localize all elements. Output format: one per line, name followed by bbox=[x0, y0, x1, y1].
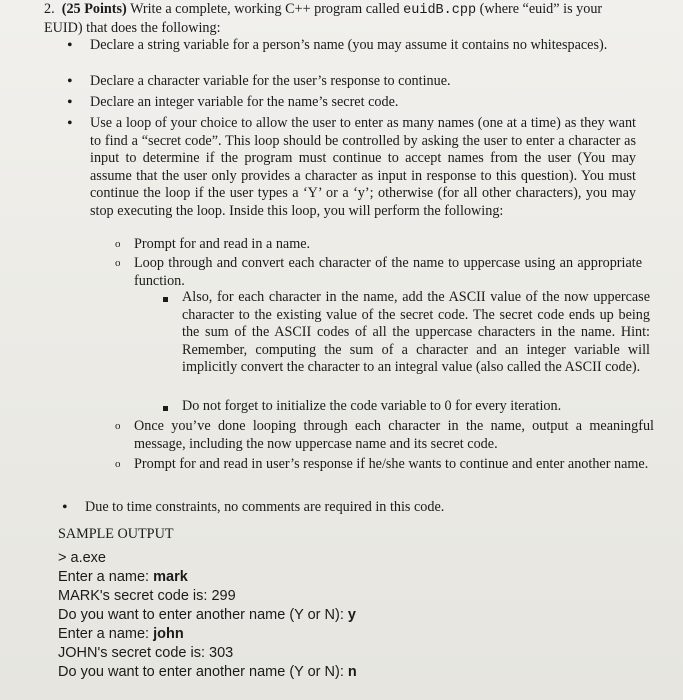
bullet-dot: • bbox=[67, 115, 73, 132]
sub-item: Loop through and convert each character of the name to uppercase using an appropriate function. bbox=[134, 255, 642, 289]
sample-output-line: Enter a name: john bbox=[58, 626, 184, 642]
sub-item-marker: o bbox=[115, 257, 121, 269]
question-header bbox=[44, 1, 644, 37]
question-number: 2. bbox=[44, 1, 55, 17]
sample-output-line: Enter a name: mark bbox=[58, 569, 188, 585]
bullet-dot: • bbox=[67, 37, 73, 54]
bullet-item: Declare a character variable for the user’s response to continue. bbox=[90, 73, 451, 89]
bullet-dot: • bbox=[67, 94, 73, 111]
sub-sub-item-marker bbox=[163, 406, 168, 411]
sub-item: Once you’ve done looping through each character in the name, output a meaningful message, including the now uppercase name and its secret code. bbox=[134, 418, 654, 452]
sub-sub-item-marker bbox=[163, 297, 168, 302]
sample-output-block bbox=[58, 549, 658, 682]
bullet-item: Declare an integer variable for the name’s secret code. bbox=[90, 94, 399, 110]
sub-item-marker: o bbox=[115, 420, 121, 432]
sub-item: Prompt for and read in user’s response if he/she wants to continue and enter another name. bbox=[134, 456, 649, 472]
sub-sub-item: Also, for each character in the name, add the ASCII value of the now uppercase character to the existing value of the secret code. The secret code ends up being the sum of the ASCII codes of all the uppercase characters in the name. Hint: Remember, computing the sum of a character and an integer variable will implicitly convert the character to an integral value (also called the ASCII code). bbox=[182, 289, 650, 376]
sample-output-line: JOHN's secret code is: 303 bbox=[58, 645, 234, 661]
bullet-dot: • bbox=[67, 73, 73, 90]
sub-item: Prompt for and read in a name. bbox=[134, 236, 311, 252]
program-filename: euidB.cpp bbox=[403, 3, 477, 18]
sample-output-line: Do you want to enter another name (Y or N): y bbox=[58, 607, 356, 623]
sub-item-marker: o bbox=[115, 458, 121, 470]
bullet-item: Use a loop of your choice to allow the user to enter as many names (one at a time) as they want to find a “secret code”. This loop should be controlled by asking the user to enter a character as input to determine if the program must continue to accept names from the user (You may assume that the user only provides a character as input in response to this question). You must continue the loop if the user types a ‘Y’ or a ‘y’; otherwise (for all other characters), you may stop executing the loop. Inside this loop, you will perform the following: bbox=[90, 115, 636, 219]
sample-output-line: > a.exe bbox=[58, 550, 106, 566]
sub-sub-item: Do not forget to initialize the code variable to 0 for every iteration. bbox=[182, 398, 562, 414]
question-intro: Write a complete, working C++ program called bbox=[130, 1, 400, 17]
question-intro-cont: (where “euid” is your EUID) that does the following: bbox=[44, 1, 603, 36]
question-points: (25 Points) bbox=[61, 1, 127, 17]
sample-output-heading: SAMPLE OUTPUT bbox=[58, 526, 174, 542]
bullet-dot: • bbox=[62, 499, 68, 516]
sample-output-line: MARK's secret code is: 299 bbox=[58, 588, 236, 604]
sub-item-marker: o bbox=[115, 238, 121, 250]
final-bullet: Due to time constraints, no comments are required in this code. bbox=[85, 499, 445, 515]
sample-output-line: Do you want to enter another name (Y or N): n bbox=[58, 664, 357, 680]
bullet-item: Declare a string variable for a person’s name (you may assume it contains no whitespaces). bbox=[90, 37, 608, 53]
